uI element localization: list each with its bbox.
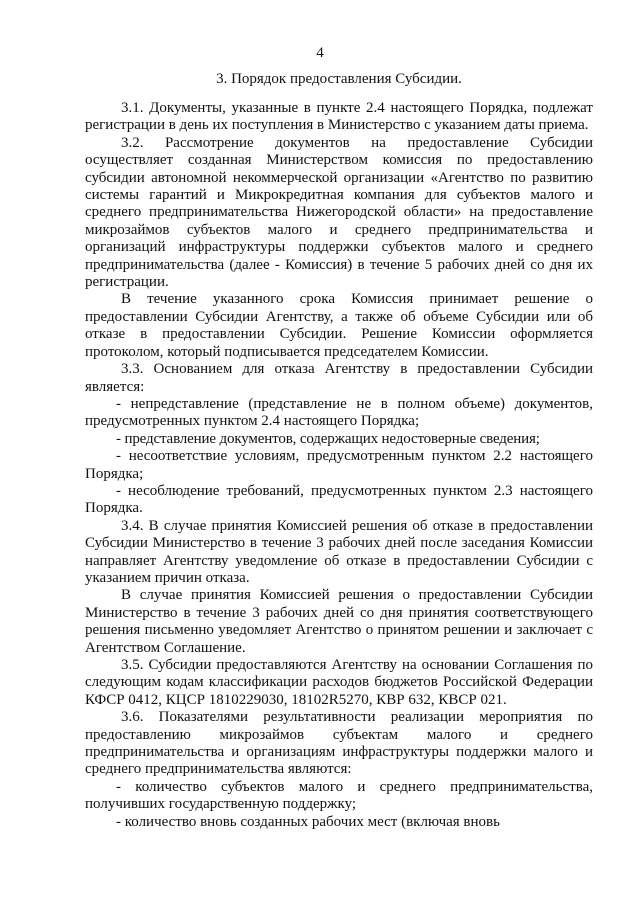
list-item-indicator-1: - количество субъектов малого и среднего предпринимательства, получивших государственную поддержку;: [85, 778, 593, 813]
paragraph-3-3: 3.3. Основанием для отказа Агентству в предоставлении Субсидии является:: [85, 361, 593, 395]
list-item-refusal-2: - представление документов, содержащих недостоверные сведения;: [116, 430, 540, 447]
paragraph-commission-decision: В течение указанного срока Комиссия принимает решение о предоставлении Субсидии Агентству, а также об объеме Субсидии или об отказе в предоставлении Субсидии. Решение Комиссии оформляется протоколом, который подписывается председателем Комиссии.: [85, 291, 593, 360]
document-body: [85, 100, 593, 831]
paragraph-3-1: 3.1. Документы, указанные в пункте 2.4 настоящего Порядка, подлежат регистрации в день их поступления в Министерство с указанием даты приема.: [85, 100, 593, 134]
page-number: 4: [316, 45, 324, 61]
list-item-refusal-1: - непредставление (представление не в полном объеме) документов, предусмотренных пунктом 2.4 настоящего Порядка;: [85, 395, 593, 430]
list-item-refusal-3: - несоответствие условиям, предусмотренным пунктом 2.2 настоящего Порядка;: [85, 448, 593, 482]
paragraph-3-6: 3.6. Показателями результативности реализации мероприятия по предоставлению микрозаймов субъектам малого и среднего предпринимательства и организациям инфраструктуры поддержки малого и среднего предпринимательства являются:: [85, 709, 593, 778]
list-item-indicator-2: - количество вновь созданных рабочих мест (включая вновь: [116, 813, 500, 830]
list-item-refusal-4: - несоблюдение требований, предусмотренных пунктом 2.3 настоящего Порядка.: [85, 482, 593, 517]
paragraph-3-2: 3.2. Рассмотрение документов на предоставление Субсидии осуществляет созданная Министерством комиссия по предоставлению субсидии автономной некоммерческой организации «Агентство по развитию системы гарантий и Микрокредитная компания для субъектов малого и среднего предпринимательства Нижегородской области» на предоставление микрозаймов субъектов малого и среднего предпринимательства и организаций инфраструктуры поддержки субъектов малого и среднего предпринимательства (далее - Комиссия) в течение 5 рабочих дней со дня их регистрации.: [85, 134, 593, 291]
section-title: 3. Порядок предоставления Субсидии.: [216, 71, 462, 87]
paragraph-approval-notice: В случае принятия Комиссией решения о предоставлении Субсидии Министерство в течение 3 рабочих дней со дня принятия соответствующего решения письменно уведомляет Агентство о принятом решении и заключает с Агентством Соглашение.: [85, 587, 593, 656]
paragraph-3-4: 3.4. В случае принятия Комиссией решения об отказе в предоставлении Субсидии Министерство в течение 3 рабочих дней после заседания Комиссии направляет Агентству уведомление об отказе в предоставлении Субсидии с указанием причин отказа.: [85, 517, 593, 586]
paragraph-3-5: 3.5. Субсидии предоставляются Агентству на основании Соглашения по следующим кодам классификации расходов бюджетов Российской Федерации КФСР 0412, КЦСР 1810229030, 18102R5270, КВР 632, КВСР 021.: [85, 657, 593, 708]
